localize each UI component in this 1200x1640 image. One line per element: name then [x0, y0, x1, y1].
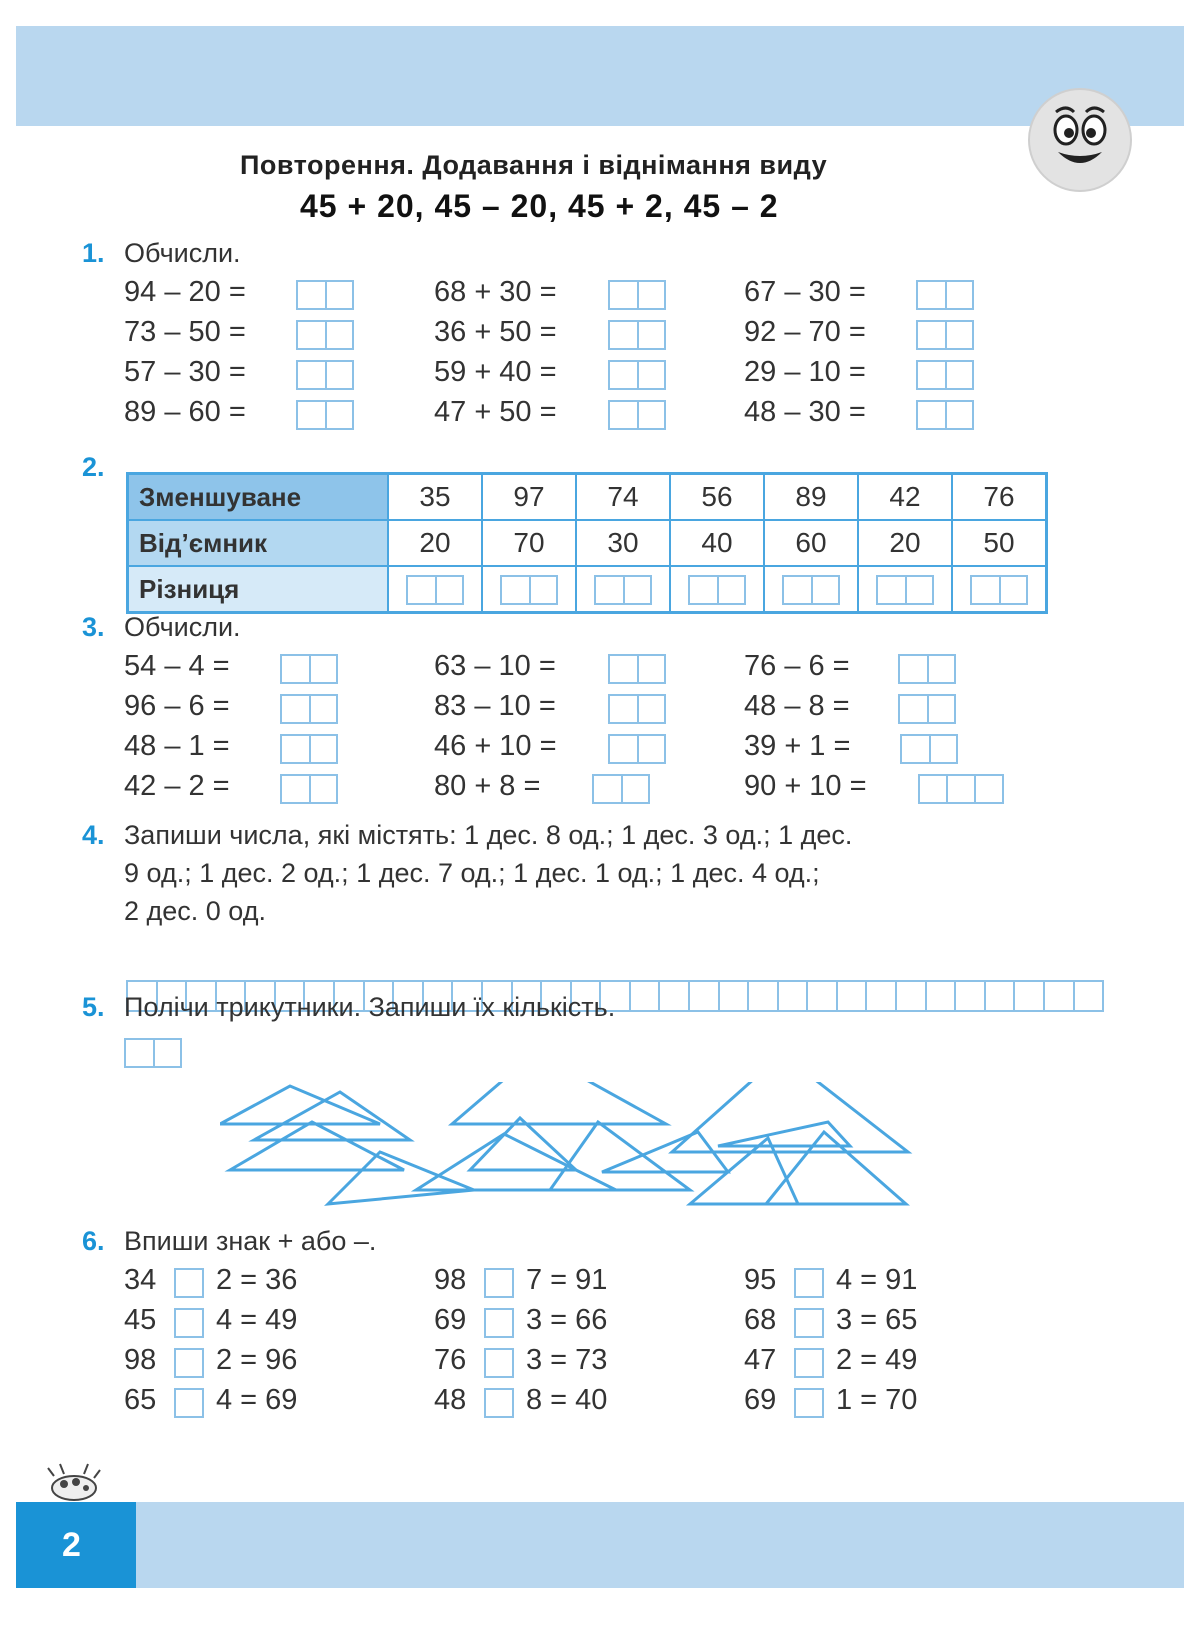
operand: 69 [744, 1384, 777, 1416]
operand: 98 [124, 1344, 157, 1376]
task-3-expr: 39 + 1 = [744, 730, 851, 762]
table-cell [576, 566, 670, 613]
sign-box[interactable] [174, 1268, 204, 1298]
answer-box[interactable] [280, 774, 338, 804]
answer-box[interactable] [608, 694, 666, 724]
answer-box[interactable] [918, 774, 1004, 804]
task-3-expr: 80 + 8 = [434, 770, 541, 802]
answer-box[interactable] [898, 694, 956, 724]
operand: 48 [434, 1384, 467, 1416]
answer-box[interactable] [406, 575, 464, 605]
table-cell [764, 566, 858, 613]
footer-band [16, 1502, 1184, 1588]
expr-rest: 2 = 96 [216, 1344, 298, 1376]
answer-box[interactable] [900, 734, 958, 764]
table-cell: 40 [670, 520, 764, 566]
operand: 95 [744, 1264, 777, 1296]
operand: 68 [744, 1304, 777, 1336]
page-title: Повторення. Додавання і віднімання виду [240, 150, 828, 180]
answer-box[interactable] [594, 575, 652, 605]
task-1-expr: 47 + 50 = [434, 396, 557, 428]
expr-rest: 4 = 91 [836, 1264, 918, 1296]
table-cell [952, 566, 1047, 613]
operand: 45 [124, 1304, 157, 1336]
answer-box[interactable] [608, 360, 666, 390]
expr-rest: 4 = 49 [216, 1304, 298, 1336]
task-4-text: 9 од.; 1 дес. 2 од.; 1 дес. 7 од.; 1 дес. 1 од.; 1 дес. 4 од.; [124, 858, 820, 888]
sign-box[interactable] [484, 1348, 514, 1378]
task-1-expr: 92 – 70 = [744, 316, 866, 348]
task-4-number: 4. [82, 820, 105, 850]
task-3-expr: 96 – 6 = [124, 690, 230, 722]
page-number: 2 [62, 1526, 81, 1564]
sign-box[interactable] [174, 1348, 204, 1378]
subtraction-table [126, 472, 1048, 614]
task-1-instruction: Обчисли. [124, 238, 241, 268]
table-cell: 30 [576, 520, 670, 566]
task-1-expr: 94 – 20 = [124, 276, 246, 308]
answer-box[interactable] [280, 734, 338, 764]
task-3-expr: 90 + 10 = [744, 770, 867, 802]
expr-rest: 3 = 73 [526, 1344, 608, 1376]
task-3-expr: 46 + 10 = [434, 730, 557, 762]
sign-box[interactable] [484, 1268, 514, 1298]
answer-box[interactable] [608, 734, 666, 764]
answer-box[interactable] [280, 654, 338, 684]
answer-box[interactable] [296, 280, 354, 310]
table-cell [482, 566, 576, 613]
task-5-number: 5. [82, 992, 105, 1022]
sign-box[interactable] [794, 1308, 824, 1338]
task-1-expr: 73 – 50 = [124, 316, 246, 348]
task-1-expr: 29 – 10 = [744, 356, 866, 388]
answer-box[interactable] [296, 400, 354, 430]
table-cell: 50 [952, 520, 1047, 566]
task-4-text: 2 дес. 0 од. [124, 896, 266, 926]
task-3-expr: 83 – 10 = [434, 690, 556, 722]
operand: 34 [124, 1264, 157, 1296]
sign-box[interactable] [484, 1388, 514, 1418]
sign-box[interactable] [794, 1388, 824, 1418]
operand: 76 [434, 1344, 467, 1376]
answer-box[interactable] [296, 360, 354, 390]
table-cell [858, 566, 952, 613]
table-cell: 20 [388, 520, 482, 566]
task-1-expr: 57 – 30 = [124, 356, 246, 388]
answer-box[interactable] [970, 575, 1028, 605]
task-6-number: 6. [82, 1226, 105, 1256]
task-3-expr: 54 – 4 = [124, 650, 230, 682]
operand: 69 [434, 1304, 467, 1336]
task-3-expr: 42 – 2 = [124, 770, 230, 802]
answer-box[interactable] [280, 694, 338, 724]
sign-box[interactable] [174, 1388, 204, 1418]
table-cell: 74 [576, 474, 670, 521]
task-3-expr: 48 – 8 = [744, 690, 850, 722]
expr-rest: 7 = 91 [526, 1264, 608, 1296]
table-cell: 35 [388, 474, 482, 521]
answer-box[interactable] [608, 400, 666, 430]
expr-rest: 3 = 65 [836, 1304, 918, 1336]
task-6-instruction: Впиши знак + або –. [124, 1226, 377, 1256]
expr-rest: 2 = 49 [836, 1344, 918, 1376]
task-1-expr: 59 + 40 = [434, 356, 557, 388]
answer-box[interactable] [296, 320, 354, 350]
expr-rest: 4 = 69 [216, 1384, 298, 1416]
sign-box[interactable] [484, 1308, 514, 1338]
answer-box[interactable] [124, 1038, 182, 1068]
row-label-subtrahend: Від’ємник [128, 520, 389, 566]
answer-box[interactable] [500, 575, 558, 605]
table-cell: 56 [670, 474, 764, 521]
expr-rest: 8 = 40 [526, 1384, 608, 1416]
smiley-icon [1028, 88, 1132, 192]
answer-box[interactable] [898, 654, 956, 684]
operand: 47 [744, 1344, 777, 1376]
answer-box[interactable] [916, 320, 974, 350]
page-subtitle: 45 + 20, 45 – 20, 45 + 2, 45 – 2 [300, 188, 779, 224]
table-cell [670, 566, 764, 613]
task-1-expr: 89 – 60 = [124, 396, 246, 428]
task-3-instruction: Обчисли. [124, 612, 241, 642]
task-1-expr: 36 + 50 = [434, 316, 557, 348]
answer-box[interactable] [608, 280, 666, 310]
answer-box[interactable] [876, 575, 934, 605]
table-row [128, 520, 1047, 566]
task-1-expr: 68 + 30 = [434, 276, 557, 308]
task-4-text: Запиши числа, які містять: 1 дес. 8 од.; 1 дес. 3 од.; 1 дес. [124, 820, 853, 850]
task-1-expr: 67 – 30 = [744, 276, 866, 308]
table-cell: 70 [482, 520, 576, 566]
expr-rest: 1 = 70 [836, 1384, 918, 1416]
header-band [16, 26, 1184, 126]
expr-rest: 2 = 36 [216, 1264, 298, 1296]
task-3-expr: 63 – 10 = [434, 650, 556, 682]
task-3-expr: 76 – 6 = [744, 650, 850, 682]
sign-box[interactable] [794, 1268, 824, 1298]
expr-rest: 3 = 66 [526, 1304, 608, 1336]
answer-box[interactable] [916, 360, 974, 390]
table-cell: 60 [764, 520, 858, 566]
answer-box[interactable] [592, 774, 650, 804]
table-cell: 89 [764, 474, 858, 521]
answer-box[interactable] [782, 575, 840, 605]
answer-box[interactable] [688, 575, 746, 605]
table-cell: 20 [858, 520, 952, 566]
bug-icon [44, 1462, 104, 1502]
sign-box[interactable] [794, 1348, 824, 1378]
answer-box[interactable] [916, 280, 974, 310]
task-1-expr: 48 – 30 = [744, 396, 866, 428]
operand: 65 [124, 1384, 157, 1416]
task-3-number: 3. [82, 612, 105, 642]
row-label-minuend: Зменшуване [128, 474, 389, 521]
answer-box[interactable] [608, 320, 666, 350]
table-cell: 97 [482, 474, 576, 521]
answer-box[interactable] [608, 654, 666, 684]
sign-box[interactable] [174, 1308, 204, 1338]
task-1-number: 1. [82, 238, 105, 268]
table-row [128, 474, 1047, 521]
answer-box[interactable] [916, 400, 974, 430]
table-cell: 76 [952, 474, 1047, 521]
table-cell: 42 [858, 474, 952, 521]
task-2-number: 2. [82, 452, 105, 482]
task-5-instruction: Полічи трикутники. Запиши їх кількість. [124, 992, 616, 1022]
row-label-difference: Різниця [128, 566, 389, 613]
task-3-expr: 48 – 1 = [124, 730, 230, 762]
operand: 98 [434, 1264, 467, 1296]
table-cell [388, 566, 482, 613]
table-row [128, 566, 1047, 613]
